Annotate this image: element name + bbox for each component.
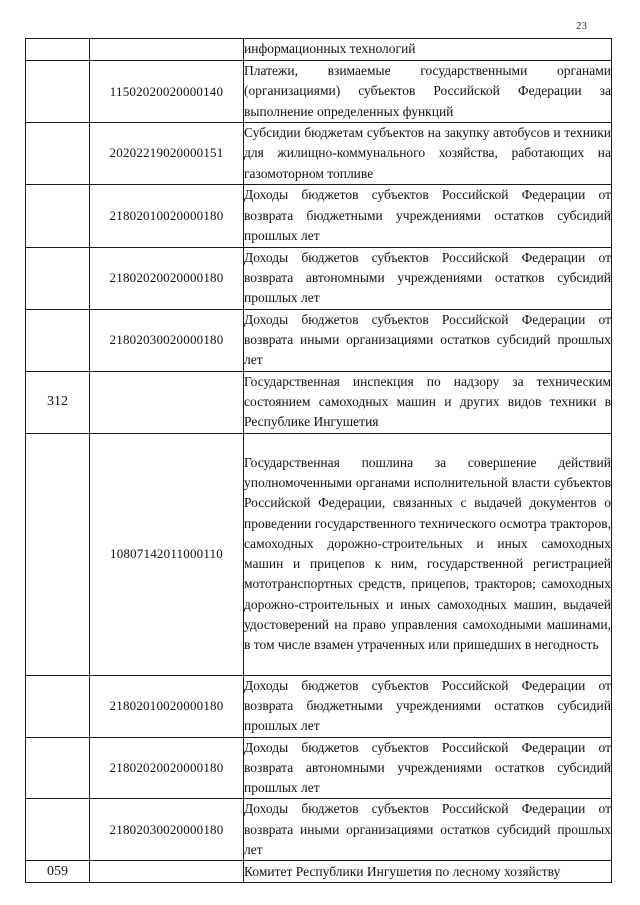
admin-code-cell <box>26 309 90 371</box>
table-row <box>26 371 612 433</box>
income-name-cell: Доходы бюджетов субъектов Российской Федерации от возврата автономными учреждениями остатков субсидий прошлых лет <box>244 247 612 309</box>
income-name-cell: Доходы бюджетов субъектов Российской Федерации от возврата иными организациями остатков субсидий прошлых лет <box>244 799 612 861</box>
admin-code-cell: 059 <box>26 861 90 883</box>
admin-code-cell <box>26 737 90 799</box>
budget-code-cell <box>90 861 244 883</box>
budget-code-cell: 21802010020000180 <box>90 675 244 737</box>
income-name-cell: Доходы бюджетов субъектов Российской Федерации от возврата иными организациями остатков субсидий прошлых лет <box>244 309 612 371</box>
table-row <box>26 309 612 371</box>
table-row <box>26 799 612 861</box>
budget-code-cell <box>90 371 244 433</box>
budget-code-cell <box>90 39 244 61</box>
budget-code-cell: 21802020020000180 <box>90 737 244 799</box>
table-row <box>26 123 612 185</box>
admin-code-cell <box>26 39 90 61</box>
admin-code-cell <box>26 799 90 861</box>
budget-code-cell: 21802030020000180 <box>90 799 244 861</box>
table-row <box>26 61 612 123</box>
income-name-cell: Доходы бюджетов субъектов Российской Федерации от возврата бюджетными учреждениями остатков субсидий прошлых лет <box>244 184 612 247</box>
table-row <box>26 184 612 247</box>
table-row <box>26 247 612 309</box>
income-name-cell: Доходы бюджетов субъектов Российской Федерации от возврата бюджетными учреждениями остатков субсидий прошлых лет <box>244 675 612 737</box>
income-name-cell: Доходы бюджетов субъектов Российской Федерации от возврата автономными учреждениями остатков субсидий прошлых лет <box>244 737 612 799</box>
table-row <box>26 433 612 675</box>
admin-code-cell <box>26 184 90 247</box>
budget-code-cell: 21802010020000180 <box>90 184 244 247</box>
table-row <box>26 675 612 737</box>
table-row <box>26 39 612 61</box>
income-name-cell: Комитет Республики Ингушетия по лесному хозяйству <box>244 861 612 883</box>
income-name-cell: информационных технологий <box>244 39 612 61</box>
budget-code-cell: 21802020020000180 <box>90 247 244 309</box>
page-number: 23 <box>576 20 587 32</box>
admin-code-cell <box>26 247 90 309</box>
revenue-codes-table <box>25 38 612 883</box>
admin-code-cell <box>26 123 90 185</box>
admin-code-cell <box>26 675 90 737</box>
income-name-cell: Государственная инспекция по надзору за техническим состоянием самоходных машин и других видов техники в Республике Ингушетия <box>244 371 612 433</box>
budget-code-cell: 21802030020000180 <box>90 309 244 371</box>
budget-code-cell: 10807142011000110 <box>90 433 244 675</box>
table-row <box>26 861 612 883</box>
income-name-cell: Субсидии бюджетам субъектов на закупку автобусов и техники для жилищно-коммунального хозяйства, работающих на газомоторном топливе <box>244 123 612 185</box>
income-name-cell: Государственная пошлина за совершение действий уполномоченными органами исполнительной власти субъектов Российской Федерации, связанных с выдачей документов о проведении государственного технического осмотра тракторов, самоходных дорожно-строительных и иных самоходных машин и прицепов к ним, государственной регистрацией мототранспортных средств, прицепов, тракторов; самоходных дорожно-строительных и иных самоходных машин, выдачей удостоверений на право управления самоходными машинами, в том числе взамен утраченных или пришедших в негодность <box>244 433 612 675</box>
budget-code-cell: 20202219020000151 <box>90 123 244 185</box>
table-row <box>26 737 612 799</box>
income-name-cell: Платежи, взимаемые государственными органами (организациями) субъектов Российской Федерации за выполнение определенных функций <box>244 61 612 123</box>
admin-code-cell <box>26 61 90 123</box>
budget-code-cell: 11502020020000140 <box>90 61 244 123</box>
admin-code-cell: 312 <box>26 371 90 433</box>
admin-code-cell <box>26 433 90 675</box>
